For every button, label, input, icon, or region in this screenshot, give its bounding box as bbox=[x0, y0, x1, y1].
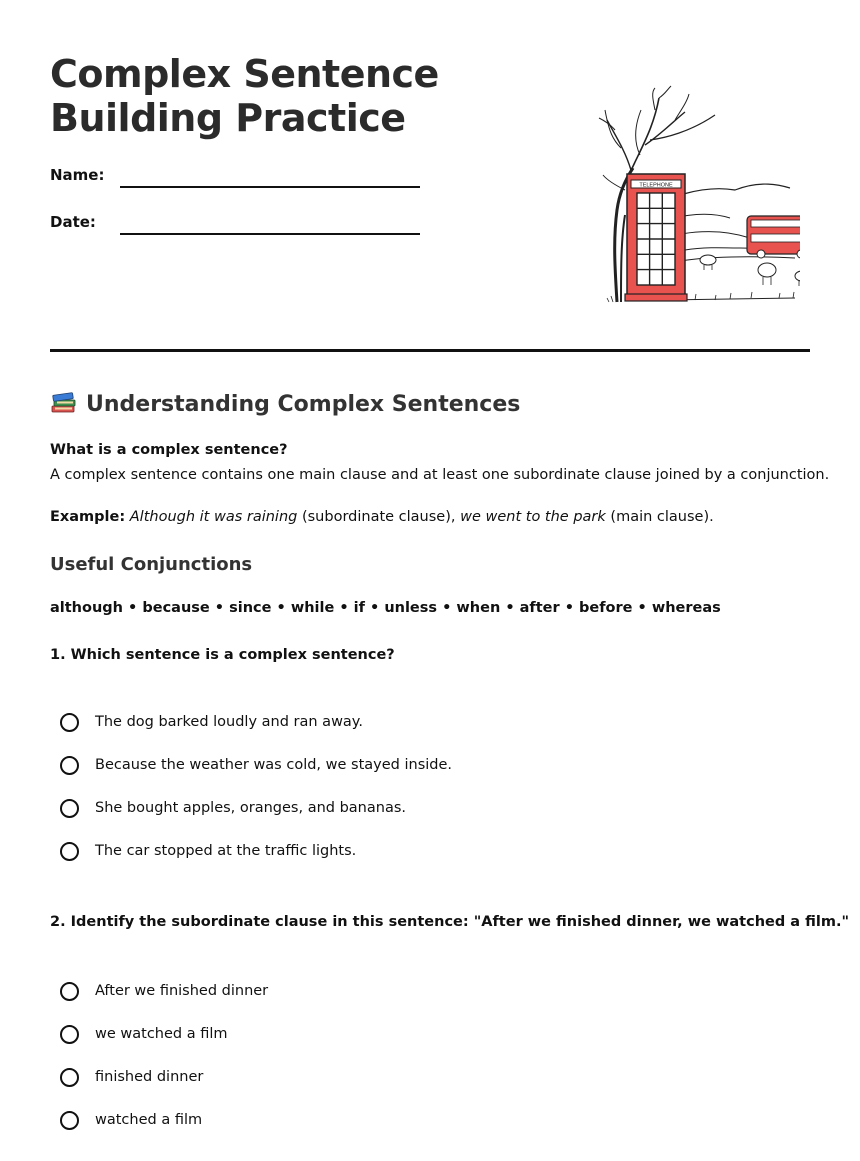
name-line[interactable] bbox=[120, 186, 420, 188]
worksheet-page bbox=[50, 0, 850, 1161]
title-line-1: Complex Sentence bbox=[50, 52, 439, 96]
question-2-option-4[interactable] bbox=[60, 1107, 202, 1133]
question-1-option-4[interactable] bbox=[60, 838, 356, 864]
date-label: Date: bbox=[50, 213, 96, 231]
radio-circle-icon[interactable] bbox=[60, 756, 79, 775]
conjunctions-heading: Useful Conjunctions bbox=[50, 554, 253, 575]
question-1-option-1[interactable] bbox=[60, 709, 363, 735]
option-label: She bought apples, oranges, and bananas. bbox=[95, 800, 406, 816]
option-label: we watched a film bbox=[95, 1026, 228, 1042]
example-subordinate-note: (subordinate clause), bbox=[297, 509, 461, 525]
section-heading bbox=[50, 390, 520, 417]
conjunctions-list: although • because • since • while • if • unless • when • after • before • whereas bbox=[50, 600, 721, 616]
radio-circle-icon[interactable] bbox=[60, 713, 79, 732]
books-emoji-icon bbox=[50, 390, 78, 414]
header-divider bbox=[50, 349, 810, 352]
option-label: The dog barked loudly and ran away. bbox=[95, 714, 363, 730]
radio-circle-icon[interactable] bbox=[60, 1025, 79, 1044]
option-label: After we finished dinner bbox=[95, 983, 269, 999]
example-sentence bbox=[50, 509, 714, 525]
radio-circle-icon[interactable] bbox=[60, 1068, 79, 1087]
bus-icon bbox=[747, 216, 800, 258]
question-1-text: 1. Which sentence is a complex sentence? bbox=[50, 647, 395, 663]
example-label: Example: bbox=[50, 509, 126, 525]
example-main-note: (main clause). bbox=[605, 509, 714, 525]
page-title bbox=[50, 52, 490, 140]
question-2-option-3[interactable] bbox=[60, 1064, 203, 1090]
radio-circle-icon[interactable] bbox=[60, 799, 79, 818]
radio-circle-icon[interactable] bbox=[60, 842, 79, 861]
radio-circle-icon[interactable] bbox=[60, 1111, 79, 1130]
london-scene-illustration bbox=[555, 80, 800, 305]
example-main-clause: we went to the park bbox=[460, 509, 606, 525]
title-line-2: Building Practice bbox=[50, 96, 406, 140]
section-heading-text: Understanding Complex Sentences bbox=[86, 392, 521, 417]
question-2-option-2[interactable] bbox=[60, 1021, 228, 1047]
option-label: finished dinner bbox=[95, 1069, 204, 1085]
question-1-option-2[interactable] bbox=[60, 752, 452, 778]
date-field[interactable] bbox=[50, 213, 420, 243]
option-label: Because the weather was cold, we stayed inside. bbox=[95, 757, 453, 773]
question-1-option-3[interactable] bbox=[60, 795, 406, 821]
definition-text: A complex sentence contains one main clause and at least one subordinate clause joined by a conjunction. bbox=[50, 467, 830, 483]
question-2-option-1[interactable] bbox=[60, 978, 268, 1004]
radio-circle-icon[interactable] bbox=[60, 982, 79, 1001]
name-field[interactable] bbox=[50, 166, 420, 196]
question-2-text: 2. Identify the subordinate clause in this sentence: "After we finished dinner, we watched a film." bbox=[50, 914, 850, 930]
definition-question: What is a complex sentence? bbox=[50, 442, 288, 458]
option-label: The car stopped at the traffic lights. bbox=[95, 843, 357, 859]
date-line[interactable] bbox=[120, 233, 420, 235]
booth-sign: TELEPHONE bbox=[639, 182, 673, 189]
name-label: Name: bbox=[50, 166, 105, 184]
option-label: watched a film bbox=[95, 1112, 203, 1128]
example-subordinate-clause: Although it was raining bbox=[129, 509, 298, 525]
